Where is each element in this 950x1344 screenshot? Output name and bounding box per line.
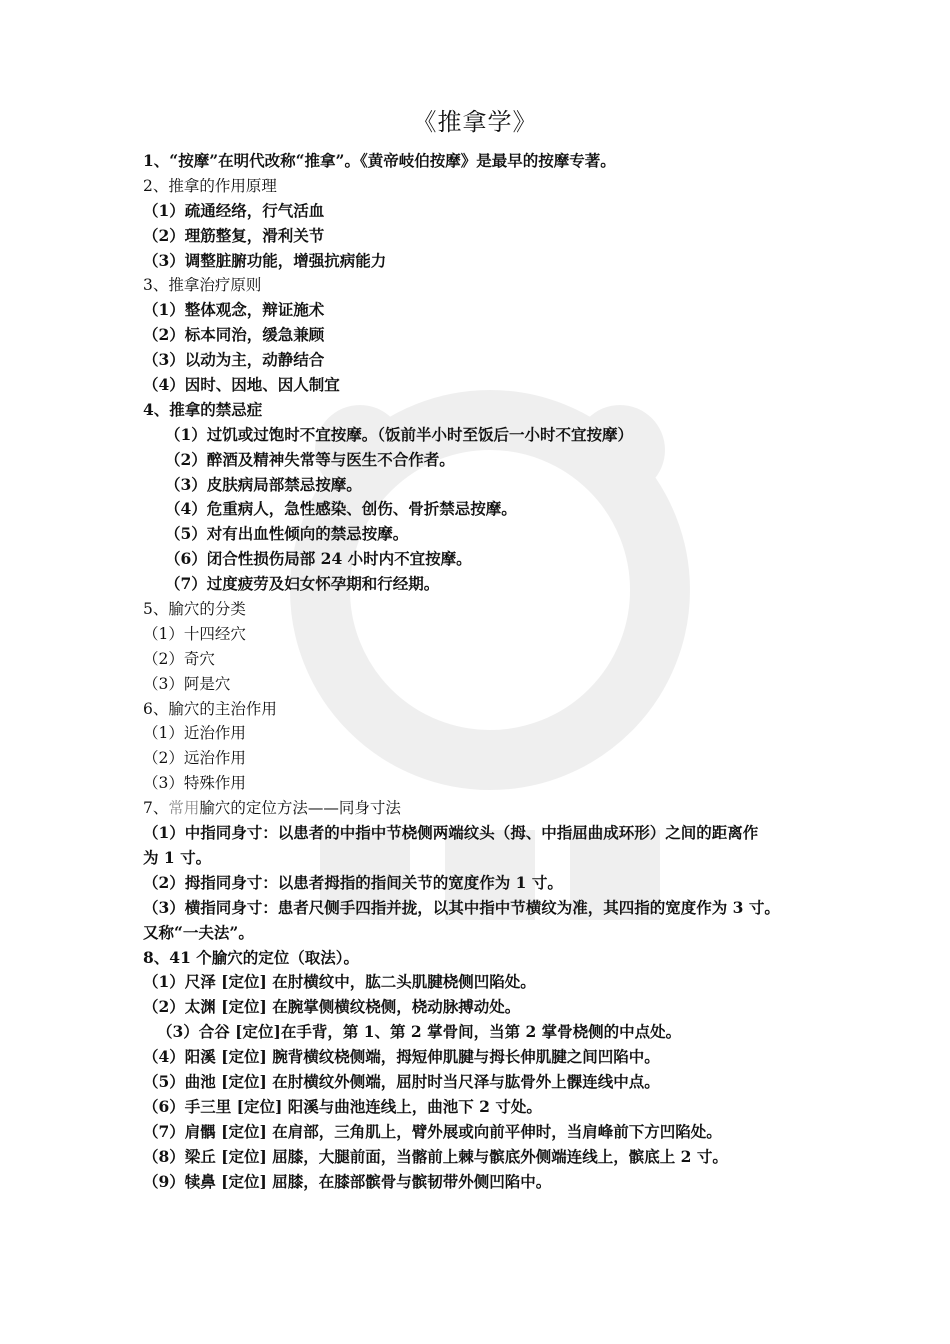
list-item: （6）闭合性损伤局部 24 小时内不宜按摩。	[165, 549, 472, 569]
highlighted-word: 常用	[168, 799, 200, 818]
section-heading-8: 8、41 个腧穴的定位（取法）。	[143, 947, 360, 967]
section-heading-6: 6、腧穴的主治作用	[143, 699, 277, 718]
list-item: （4）因时、因地、因人制宜	[143, 375, 340, 395]
list-item-continuation: 又称“一夫法”。	[143, 922, 254, 942]
acupoint-item: （1）尺泽 [定位] 在肘横纹中，肱二头肌腱桡侧凹陷处。	[143, 972, 536, 992]
acupoint-item: （6）手三里 [定位] 阳溪与曲池连线上，曲池下 2 寸处。	[143, 1096, 542, 1116]
list-item: （7）过度疲劳及妇女怀孕期和行经期。	[165, 574, 440, 594]
list-item: （3）皮肤病局部禁忌按摩。	[165, 474, 362, 494]
acupoint-item: （9）犊鼻 [定位] 屈膝，在膝部髌骨与髌韧带外侧凹陷中。	[143, 1171, 552, 1191]
list-item: （3）以动为主，动静结合	[143, 350, 325, 370]
list-item-continuation: 为 1 寸。	[143, 847, 212, 867]
heading-number: 7、	[143, 799, 169, 818]
list-item: （1）中指同身寸：以患者的中指中节桡侧两端纹头（拇、中指屈曲成环形）之间的距离作	[143, 823, 759, 843]
section-heading-4: 4、推拿的禁忌症	[143, 399, 263, 419]
list-item: （1）过饥或过饱时不宜按摩。（饭前半小时至饭后一小时不宜按摩）	[165, 424, 634, 444]
list-item: （2）拇指同身寸：以患者拇指的指间关节的宽度作为 1 寸。	[143, 872, 563, 892]
list-item: （2）醉酒及精神失常等与医生不合作者。	[165, 449, 455, 469]
document-body	[143, 149, 823, 1194]
list-item: （1）疏通经络，行气活血	[143, 200, 325, 220]
list-item: （3）横指同身寸：患者尺侧手四指并拢，以其中指中节横纹为准，其四指的宽度作为 3 寸。	[143, 897, 780, 917]
section-heading-5: 5、腧穴的分类	[143, 600, 246, 619]
acupoint-item: （8）梁丘 [定位] 屈膝，大腿前面，当髂前上棘与髌底外侧端连线上，髌底上 2 寸。	[143, 1146, 728, 1166]
list-item: （3）调整脏腑功能，增强抗病能力	[143, 250, 387, 270]
list-item: （1）十四经穴	[143, 624, 246, 643]
list-item: （2）奇穴	[143, 649, 215, 668]
list-item: （3）阿是穴	[143, 674, 231, 693]
acupoint-item: （2）太渊 [定位] 在腕掌侧横纹桡侧，桡动脉搏动处。	[143, 997, 521, 1017]
list-item: （1）近治作用	[143, 724, 246, 743]
document-title: 《推拿学》	[412, 108, 538, 136]
list-item: （2）标本同治，缓急兼顾	[143, 325, 325, 345]
list-item: （3）特殊作用	[143, 774, 246, 793]
list-item: （2）理筋整复，滑利关节	[143, 225, 325, 245]
list-item: （4）危重病人，急性感染、创伤、骨折禁忌按摩。	[165, 499, 517, 519]
line-1: 1、“按摩”在明代改称“推拿”。《黄帝岐伯按摩》是最早的按摩专著。	[143, 151, 616, 170]
heading-text: 腧穴的定位方法——同身寸法	[199, 799, 401, 818]
acupoint-item: （5）曲池 [定位] 在肘横纹外侧端，屈肘时当尺泽与肱骨外上髁连线中点。	[143, 1071, 660, 1091]
section-heading-7	[143, 796, 823, 821]
section-heading-2: 2、推拿的作用原理	[143, 176, 277, 195]
acupoint-item: （7）肩髃 [定位] 在肩部，三角肌上，臂外展或向前平伸时，当肩峰前下方凹陷处。	[143, 1121, 722, 1141]
list-item: （1）整体观念，辩证施术	[143, 300, 325, 320]
list-item: （5）对有出血性倾向的禁忌按摩。	[165, 524, 409, 544]
list-item: （2）远治作用	[143, 749, 246, 768]
acupoint-item: （3）合谷 [定位]在手背，第 1、第 2 掌骨间，当第 2 掌骨桡侧的中点处。	[157, 1022, 682, 1042]
section-heading-3: 3、推拿治疗原则	[143, 276, 262, 295]
acupoint-item: （4）阳溪 [定位] 腕背横纹桡侧端，拇短伸肌腱与拇长伸肌腱之间凹陷中。	[143, 1047, 660, 1067]
